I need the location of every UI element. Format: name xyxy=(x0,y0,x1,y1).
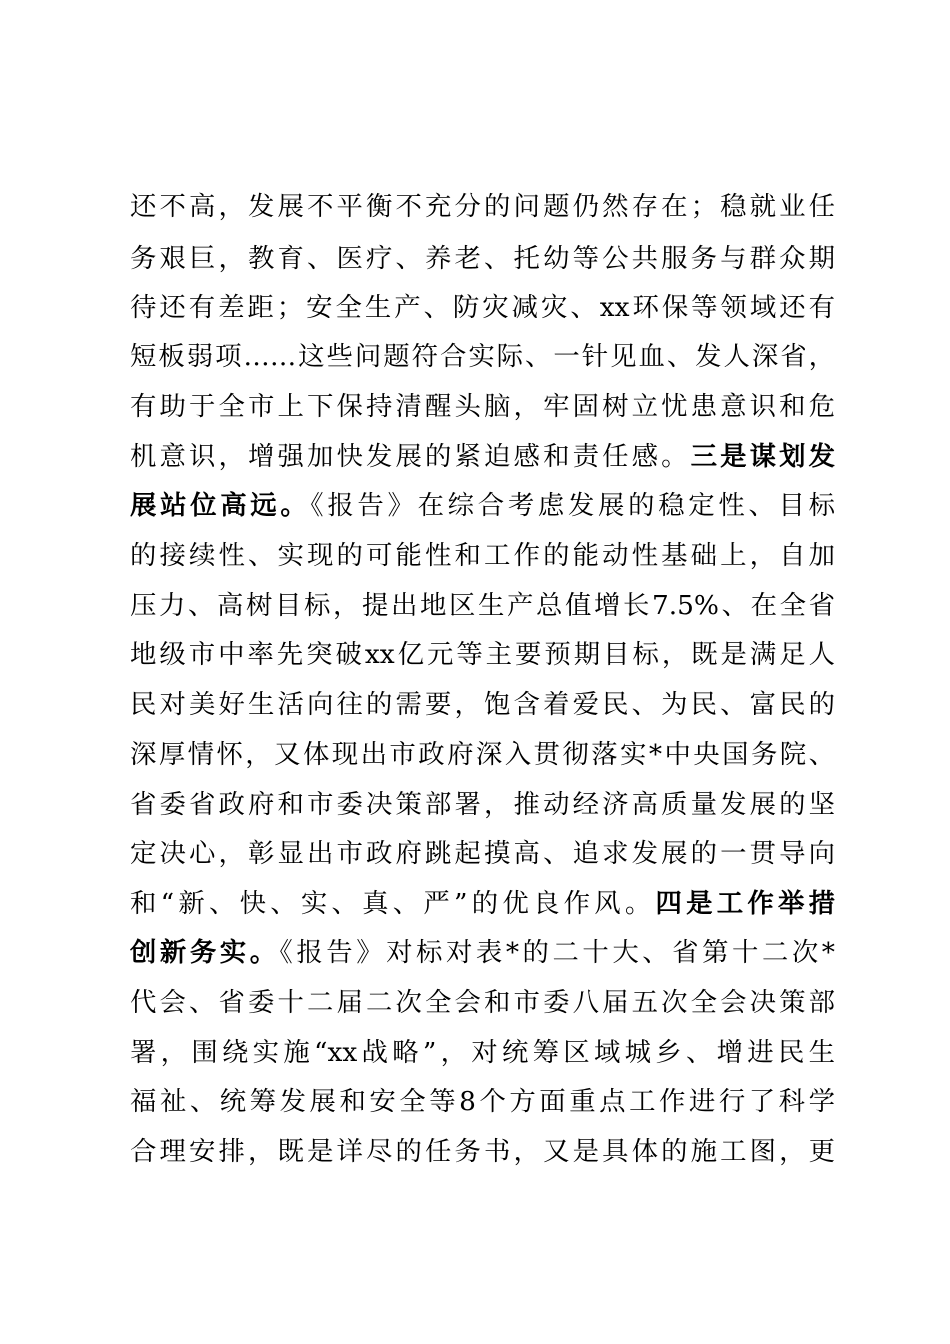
bold-heading-run: 三是谋划发 xyxy=(690,441,836,472)
text-line xyxy=(130,233,835,285)
text-line xyxy=(130,1027,835,1079)
text-line xyxy=(130,580,835,632)
text-line xyxy=(130,181,835,233)
text-run: 待还有差距；安全生产、防灾减灾、xx环保等领域还有 xyxy=(130,292,835,323)
bold-heading-run: 创新务实。 xyxy=(130,937,280,968)
text-line xyxy=(130,878,835,930)
text-run: 福祉、统筹发展和安全等8个方面重点工作进行了科学 xyxy=(130,1086,835,1117)
bold-heading-run: 四是工作举措 xyxy=(655,888,836,919)
text-run: 合理安排，既是详尽的任务书，又是具体的施工图，更 xyxy=(130,1136,835,1167)
text-run: 务艰巨，教育、医疗、养老、托幼等公共服务与群众期 xyxy=(130,243,835,274)
text-run: 机意识，增强加快发展的紧迫感和责任感。 xyxy=(130,441,691,472)
text-line xyxy=(130,729,835,781)
text-run: 压力、高树目标，提出地区生产总值增长7.5%、在全省 xyxy=(130,590,835,621)
text-run: 有助于全市上下保持清醒头脑，牢固树立忧患意识和危 xyxy=(130,391,835,422)
text-run: 省委省政府和市委决策部署，推动经济高质量发展的坚 xyxy=(130,789,835,820)
text-line xyxy=(130,679,835,731)
text-run: 和“新、快、实、真、严”的优良作风。 xyxy=(130,888,656,919)
text-run: 定决心，彰显出市政府跳起摸高、追求发展的一贯导向 xyxy=(130,838,835,869)
text-run: 短板弱项……这些问题符合实际、一针见血、发人深省， xyxy=(130,341,835,372)
text-line xyxy=(130,480,835,532)
text-line xyxy=(130,530,835,582)
text-line xyxy=(130,1076,835,1128)
text-line xyxy=(130,331,835,383)
text-run: 《报告》对标对表*的二十大、省第十二次* xyxy=(279,937,835,968)
text-line xyxy=(130,828,835,880)
text-run: 地级市中率先突破xx亿元等主要预期目标，既是满足人 xyxy=(130,639,835,670)
text-line xyxy=(130,282,835,334)
text-line xyxy=(130,779,835,831)
text-run: 代会、省委十二届二次全会和市委八届五次全会决策部 xyxy=(130,987,835,1018)
text-line xyxy=(130,431,835,483)
text-run: 还不高，发展不平衡不充分的问题仍然存在；稳就业任 xyxy=(130,191,835,222)
text-run: 署，围绕实施“xx战略”，对统筹区域城乡、增进民生 xyxy=(130,1037,835,1068)
text-run: 的接续性、实现的可能性和工作的能动性基础上，自加 xyxy=(130,540,835,571)
text-run: 民对美好生活向往的需要，饱含着爱民、为民、富民的 xyxy=(130,689,835,720)
bold-heading-run: 展站位高远。 xyxy=(130,490,311,521)
text-line xyxy=(130,977,835,1029)
text-run: 《报告》在综合考虑发展的稳定性、目标 xyxy=(310,490,835,521)
text-line xyxy=(130,381,835,433)
text-run: 深厚情怀，又体现出市政府深入贯彻落实*中央国务院、 xyxy=(130,739,835,770)
text-line xyxy=(130,629,835,681)
text-line xyxy=(130,927,835,979)
text-line xyxy=(130,1126,835,1178)
